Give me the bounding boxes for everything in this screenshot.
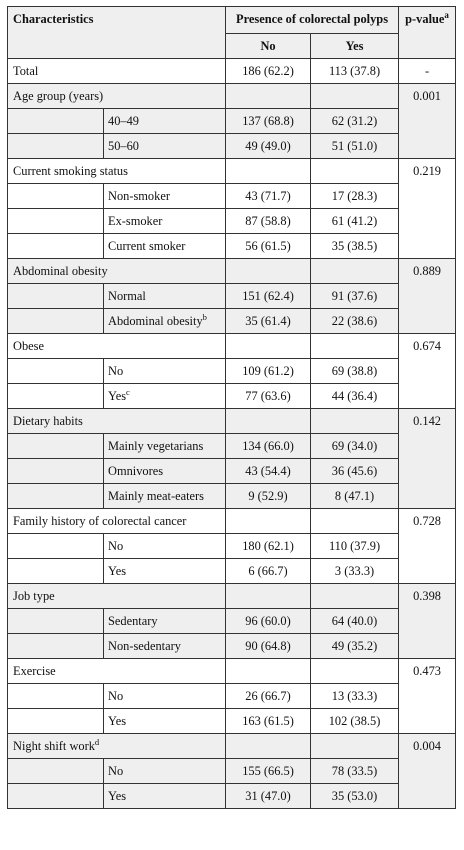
table-row [8,434,456,459]
cell-yes: 102 (38.5) [311,709,399,734]
cell-empty [311,159,399,184]
table-row [8,659,456,684]
row-label [104,384,226,409]
cell-yes: 8 (47.1) [311,484,399,509]
cell-no: 186 (62.2) [226,59,311,84]
row-label: Omnivores [104,459,226,484]
cell-indent [8,634,104,659]
table-row [8,709,456,734]
cell-pvalue: 0.142 [399,409,456,509]
group-label: Abdominal obesity [8,259,226,284]
cell-indent [8,234,104,259]
cell-indent [8,784,104,809]
cell-no: 96 (60.0) [226,609,311,634]
cell-no: 163 (61.5) [226,709,311,734]
cell-indent [8,684,104,709]
cell-no: 87 (58.8) [226,209,311,234]
table-row [8,634,456,659]
cell-no: 43 (54.4) [226,459,311,484]
cell-yes: 110 (37.9) [311,534,399,559]
cell-empty [311,334,399,359]
cell-yes: 13 (33.3) [311,684,399,709]
header-no: No [226,34,311,59]
cell-indent [8,534,104,559]
cell-indent [8,434,104,459]
cell-no: 180 (62.1) [226,534,311,559]
footnote-marker: d [94,737,100,747]
table-row [8,234,456,259]
cell-no: 137 (68.8) [226,109,311,134]
cell-empty [226,659,311,684]
cell-yes: 69 (34.0) [311,434,399,459]
cell-indent [8,759,104,784]
row-label: No [104,684,226,709]
table-row [8,309,456,334]
cell-empty [311,84,399,109]
cell-indent [8,284,104,309]
header-row-1 [8,7,456,34]
cell-pvalue: 0.004 [399,734,456,809]
cell-empty [311,659,399,684]
table-row [8,209,456,234]
row-label: Sedentary [104,609,226,634]
group-label: Current smoking status [8,159,226,184]
cell-indent [8,484,104,509]
cell-no: 6 (66.7) [226,559,311,584]
cell-yes: 69 (38.8) [311,359,399,384]
cell-yes: 44 (36.4) [311,384,399,409]
group-label-text: Night shift work [13,739,95,753]
cell-no: 49 (49.0) [226,134,311,159]
header-characteristics: Characteristics [8,7,226,59]
cell-empty [311,259,399,284]
table-row [8,509,456,534]
cell-yes: 49 (35.2) [311,634,399,659]
table-row [8,734,456,759]
row-label: Non-sedentary [104,634,226,659]
cell-no: 151 (62.4) [226,284,311,309]
row-label: Non-smoker [104,184,226,209]
cell-yes: 17 (28.3) [311,184,399,209]
colorectal-polyps-table [7,6,456,809]
cell-empty [226,259,311,284]
cell-pvalue: 0.473 [399,659,456,734]
cell-pvalue: 0.889 [399,259,456,334]
cell-indent [8,359,104,384]
table-row [8,359,456,384]
group-label: Dietary habits [8,409,226,434]
table-row [8,84,456,109]
table-row [8,584,456,609]
cell-empty [226,84,311,109]
cell-no: 155 (66.5) [226,759,311,784]
group-label: Exercise [8,659,226,684]
row-label: 40–49 [104,109,226,134]
cell-yes: 62 (31.2) [311,109,399,134]
cell-indent [8,109,104,134]
cell-no: 134 (66.0) [226,434,311,459]
row-label: 50–60 [104,134,226,159]
cell-yes: 35 (38.5) [311,234,399,259]
cell-indent [8,184,104,209]
footnote-marker: c [126,387,130,397]
cell-yes: 61 (41.2) [311,209,399,234]
table-row [8,59,456,84]
cell-indent [8,559,104,584]
cell-no: 56 (61.5) [226,234,311,259]
row-label: Ex-smoker [104,209,226,234]
cell-empty [226,334,311,359]
row-label-text: Abdominal obesity [108,314,203,328]
cell-no: 26 (66.7) [226,684,311,709]
group-label [8,734,226,759]
cell-no: 77 (63.6) [226,384,311,409]
cell-indent [8,384,104,409]
row-label: Current smoker [104,234,226,259]
table-row [8,684,456,709]
table-row [8,484,456,509]
table-row [8,284,456,309]
row-label: No [104,359,226,384]
row-label: Yes [104,559,226,584]
group-label: Family history of colorectal cancer [8,509,226,534]
cell-yes: 51 (51.0) [311,134,399,159]
row-label: No [104,534,226,559]
cell-empty [311,409,399,434]
table-row [8,759,456,784]
row-label: No [104,759,226,784]
row-label-text: Yes [108,389,127,403]
footnote-marker: b [202,312,207,322]
cell-no: 43 (71.7) [226,184,311,209]
group-label: Obese [8,334,226,359]
row-label: Mainly vegetarians [104,434,226,459]
cell-empty [311,734,399,759]
cell-yes: 35 (53.0) [311,784,399,809]
row-label: Yes [104,709,226,734]
group-label: Age group (years) [8,84,226,109]
cell-empty [226,409,311,434]
cell-indent [8,209,104,234]
row-label: Normal [104,284,226,309]
header-pvalue-sup: a [444,10,449,20]
cell-no: 31 (47.0) [226,784,311,809]
table-row [8,384,456,409]
cell-no: 109 (61.2) [226,359,311,384]
cell-empty [226,584,311,609]
header-presence: Presence of colorectal polyps [226,7,399,34]
cell-empty [226,734,311,759]
row-label: Mainly meat-eaters [104,484,226,509]
cell-pvalue: 0.674 [399,334,456,409]
table-row [8,109,456,134]
cell-empty [311,509,399,534]
cell-no: 35 (61.4) [226,309,311,334]
table-row [8,459,456,484]
table-row [8,409,456,434]
cell-indent [8,609,104,634]
cell-yes: 64 (40.0) [311,609,399,634]
cell-pvalue: 0.398 [399,584,456,659]
cell-yes: 78 (33.5) [311,759,399,784]
row-label: Yes [104,784,226,809]
row-label: Total [8,59,226,84]
cell-pvalue: 0.219 [399,159,456,259]
cell-no: 9 (52.9) [226,484,311,509]
cell-indent [8,709,104,734]
table-row [8,559,456,584]
table-row [8,259,456,284]
table-row [8,159,456,184]
table-row [8,609,456,634]
cell-pvalue: - [399,59,456,84]
cell-yes: 113 (37.8) [311,59,399,84]
cell-empty [311,584,399,609]
cell-indent [8,459,104,484]
table-row [8,134,456,159]
cell-yes: 22 (38.6) [311,309,399,334]
group-label: Job type [8,584,226,609]
cell-no: 90 (64.8) [226,634,311,659]
cell-pvalue: 0.001 [399,84,456,159]
table-row [8,334,456,359]
cell-yes: 3 (33.3) [311,559,399,584]
cell-pvalue: 0.728 [399,509,456,584]
cell-indent [8,134,104,159]
table-row [8,534,456,559]
row-label [104,309,226,334]
table-row [8,784,456,809]
header-pvalue [399,7,456,59]
cell-indent [8,309,104,334]
cell-yes: 36 (45.6) [311,459,399,484]
cell-empty [226,509,311,534]
table-row [8,184,456,209]
header-pvalue-text: p-value [405,12,445,26]
header-yes: Yes [311,34,399,59]
cell-yes: 91 (37.6) [311,284,399,309]
cell-empty [226,159,311,184]
